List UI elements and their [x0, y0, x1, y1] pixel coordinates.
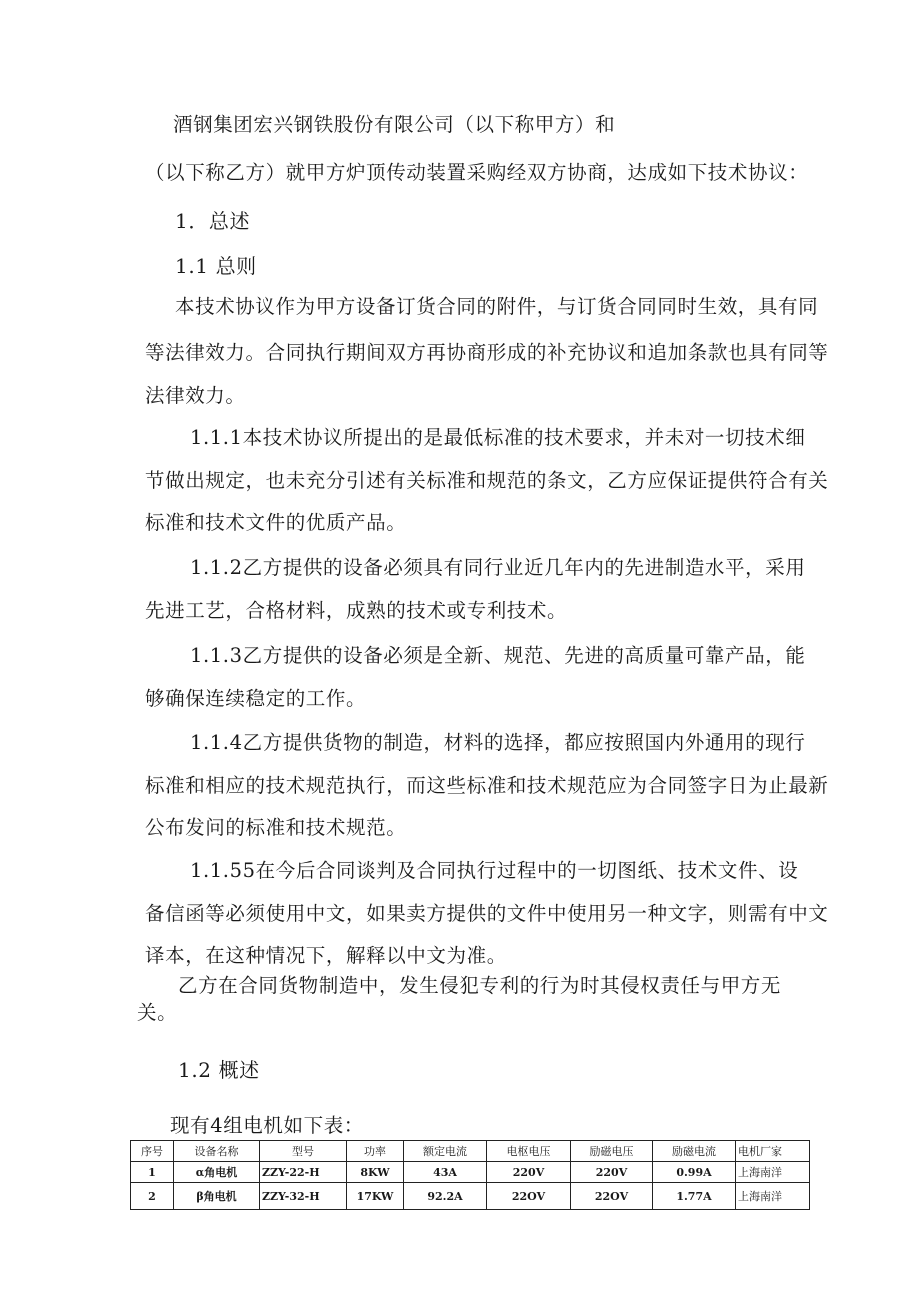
table-cell: 0.99A [653, 1162, 736, 1183]
table-cell: 1.77A [653, 1183, 736, 1210]
header-cell: 功率 [347, 1141, 404, 1162]
header-cell: 励磁电流 [653, 1141, 736, 1162]
paragraph-line: 公布发问的标准和技术规范。 [145, 816, 407, 839]
table-cell: 92.2A [404, 1183, 487, 1210]
motor-table [130, 1140, 810, 1210]
table-row [131, 1162, 810, 1183]
paragraph-patent: 乙方在合同货物制造中，发生侵犯专利的行为时其侵权责任与甲方无 [178, 974, 782, 997]
table-cell: ZZY-22-H [260, 1162, 347, 1183]
heading-principles: 1.1 总则 [175, 254, 257, 278]
table-cell: β角电机 [174, 1183, 260, 1210]
paragraph-line: 标准和相应的技术规范执行，而这些标准和技术规范应为合同签字日为止最新 [145, 774, 829, 797]
table-header-row [131, 1141, 810, 1162]
table-cell: 220V [487, 1162, 571, 1183]
table-cell: α角电机 [174, 1162, 260, 1183]
table-cell: 上海南洋 [736, 1183, 810, 1210]
clause-1-1-4: 1.1.4乙方提供货物的制造，材料的选择，都应按照国内外通用的现行 [190, 731, 806, 754]
paragraph-line: 节做出规定，也未充分引述有关标准和规范的条文，乙方应保证提供符合有关 [145, 469, 829, 492]
table-cell: 43A [404, 1162, 487, 1183]
header-cell: 额定电流 [404, 1141, 487, 1162]
table-caption: 现有4组电机如下表： [170, 1114, 364, 1137]
table-row [131, 1183, 810, 1210]
paragraph-line: 备信函等必须使用中文，如果卖方提供的文件中使用另一种文字，则需有中文 [145, 902, 829, 925]
table-cell: 8KW [347, 1162, 404, 1183]
clause-1-1-3: 1.1.3乙方提供的设备必须是全新、规范、先进的高质量可靠产品，能 [190, 644, 806, 667]
paragraph-line: 等法律效力。合同执行期间双方再协商形成的补充协议和追加条款也具有同等 [145, 341, 829, 364]
paragraph-parties: 酒钢集团宏兴钢铁股份有限公司（以下称甲方）和 [173, 113, 616, 136]
paragraph-line: 法律效力。 [145, 384, 246, 407]
header-cell: 设备名称 [174, 1141, 260, 1162]
header-cell: 电枢电压 [487, 1141, 571, 1162]
header-cell: 型号 [260, 1141, 347, 1162]
paragraph-intro: （以下称乙方）就甲方炉顶传动装置采购经双方协商，达成如下技术协议： [145, 161, 809, 184]
table-cell: 22OV [487, 1183, 571, 1210]
clause-1-1-2: 1.1.2乙方提供的设备必须具有同行业近几年内的先进制造水平，采用 [190, 556, 806, 579]
clause-1-1-5: 1.1.55在今后合同谈判及合同执行过程中的一切图纸、技术文件、设 [190, 859, 799, 882]
paragraph-line: 先进工艺，合格材料，成熟的技术或专利技术。 [145, 599, 568, 622]
table-cell: 22OV [571, 1183, 653, 1210]
paragraph-line: 标准和技术文件的优质产品。 [145, 511, 407, 534]
table-cell: 上海南洋 [736, 1162, 810, 1183]
heading-general: 1．总述 [175, 209, 251, 233]
header-cell: 电机厂家 [736, 1141, 810, 1162]
table-cell: 1 [131, 1162, 174, 1183]
paragraph-line: 够确保连续稳定的工作。 [145, 687, 367, 710]
heading-overview: 1.2 概述 [178, 1058, 260, 1082]
paragraph-line: 译本，在这种情况下，解释以中文为准。 [145, 944, 507, 967]
table-cell: 220V [571, 1162, 653, 1183]
table-cell: ZZY-32-H [260, 1183, 347, 1210]
clause-1-1-1: 1.1.1本技术协议所提出的是最低标准的技术要求，并未对一切技术细 [190, 426, 806, 449]
motor-table-container [130, 1140, 810, 1220]
header-cell: 励磁电压 [571, 1141, 653, 1162]
table-cell: 2 [131, 1183, 174, 1210]
paragraph-line: 关。 [137, 1001, 178, 1024]
header-cell: 序号 [131, 1141, 174, 1162]
table-cell: 17KW [347, 1183, 404, 1210]
paragraph-line: 本技术协议作为甲方设备订货合同的附件，与订货合同同时生效，具有同 [175, 295, 819, 318]
